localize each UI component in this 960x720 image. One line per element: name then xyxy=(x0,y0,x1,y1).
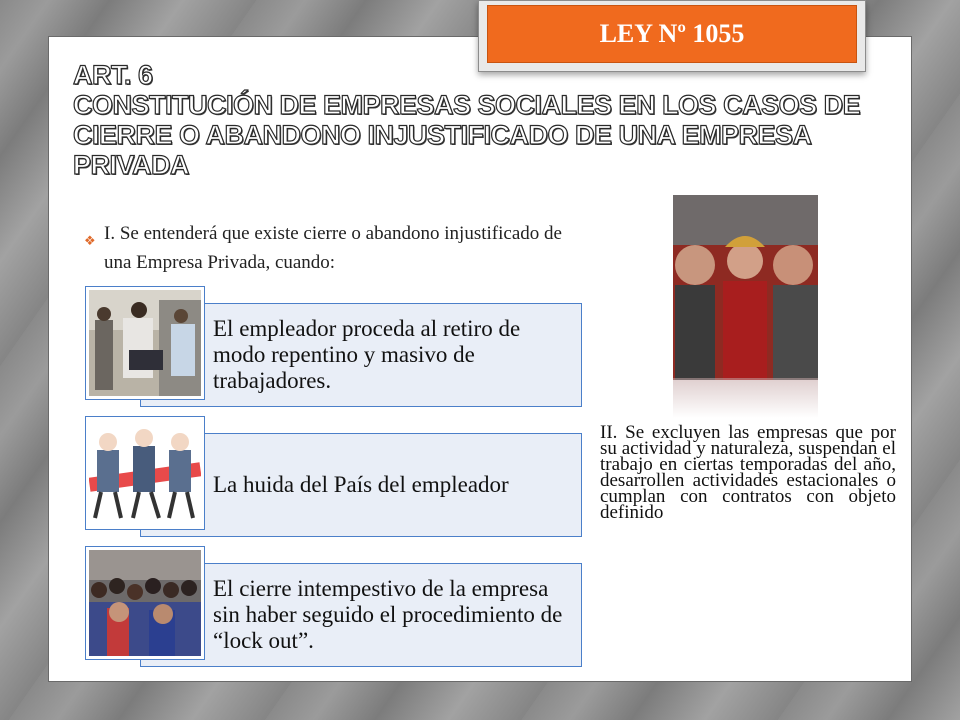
crowd-photo xyxy=(86,547,204,659)
law-badge-inner xyxy=(487,5,857,63)
title-line-2: CONSTITUCIÓN DE EMPRESAS SOCIALES EN LOS CASOS DE xyxy=(73,90,861,120)
cartoon-image xyxy=(89,420,201,526)
bullet-paragraph xyxy=(84,219,584,277)
bullet-text: I. Se entenderá que existe cierre o abandono injustificado de una Empresa Privada, cuando: xyxy=(104,223,562,273)
title-line-3: CIERRE O ABANDONO INJUSTIFICADO DE UNA EMPRESA xyxy=(73,120,812,150)
title-line-1: ART. 6 xyxy=(73,60,153,90)
photo-reflection xyxy=(673,378,818,418)
list-item-2 xyxy=(140,433,582,537)
crowd-image xyxy=(89,550,201,656)
diamond-bullet-icon: ❖ xyxy=(84,233,96,248)
title-line-4: PRIVADA xyxy=(73,150,190,180)
article-title xyxy=(73,60,893,180)
law-label: LEY Nº 1055 xyxy=(599,19,745,48)
list-item-1-text: El empleador proceda al retiro de modo repentino y masivo de trabajadores. xyxy=(213,316,521,393)
list-item-2-text: La huida del País del empleador xyxy=(213,472,509,497)
protesters-photo xyxy=(673,195,818,380)
movers-photo xyxy=(86,287,204,399)
list-item-3 xyxy=(140,563,582,667)
fleeing-cartoon xyxy=(86,417,204,529)
movers-image xyxy=(89,290,201,396)
list-item-3-text: El cierre intempestivo de la empresa sin haber seguido el procedimiento de “lock out”. xyxy=(213,576,563,653)
list-item-1 xyxy=(140,303,582,407)
exclusion-paragraph: II. Se excluyen las empresas que por su actividad y naturaleza, suspendan el trabajo en ciertas temporadas del año, desarrollen actividades estacionales o cumplan con contratos con objeto definido xyxy=(600,422,896,523)
protesters-image xyxy=(673,195,818,380)
